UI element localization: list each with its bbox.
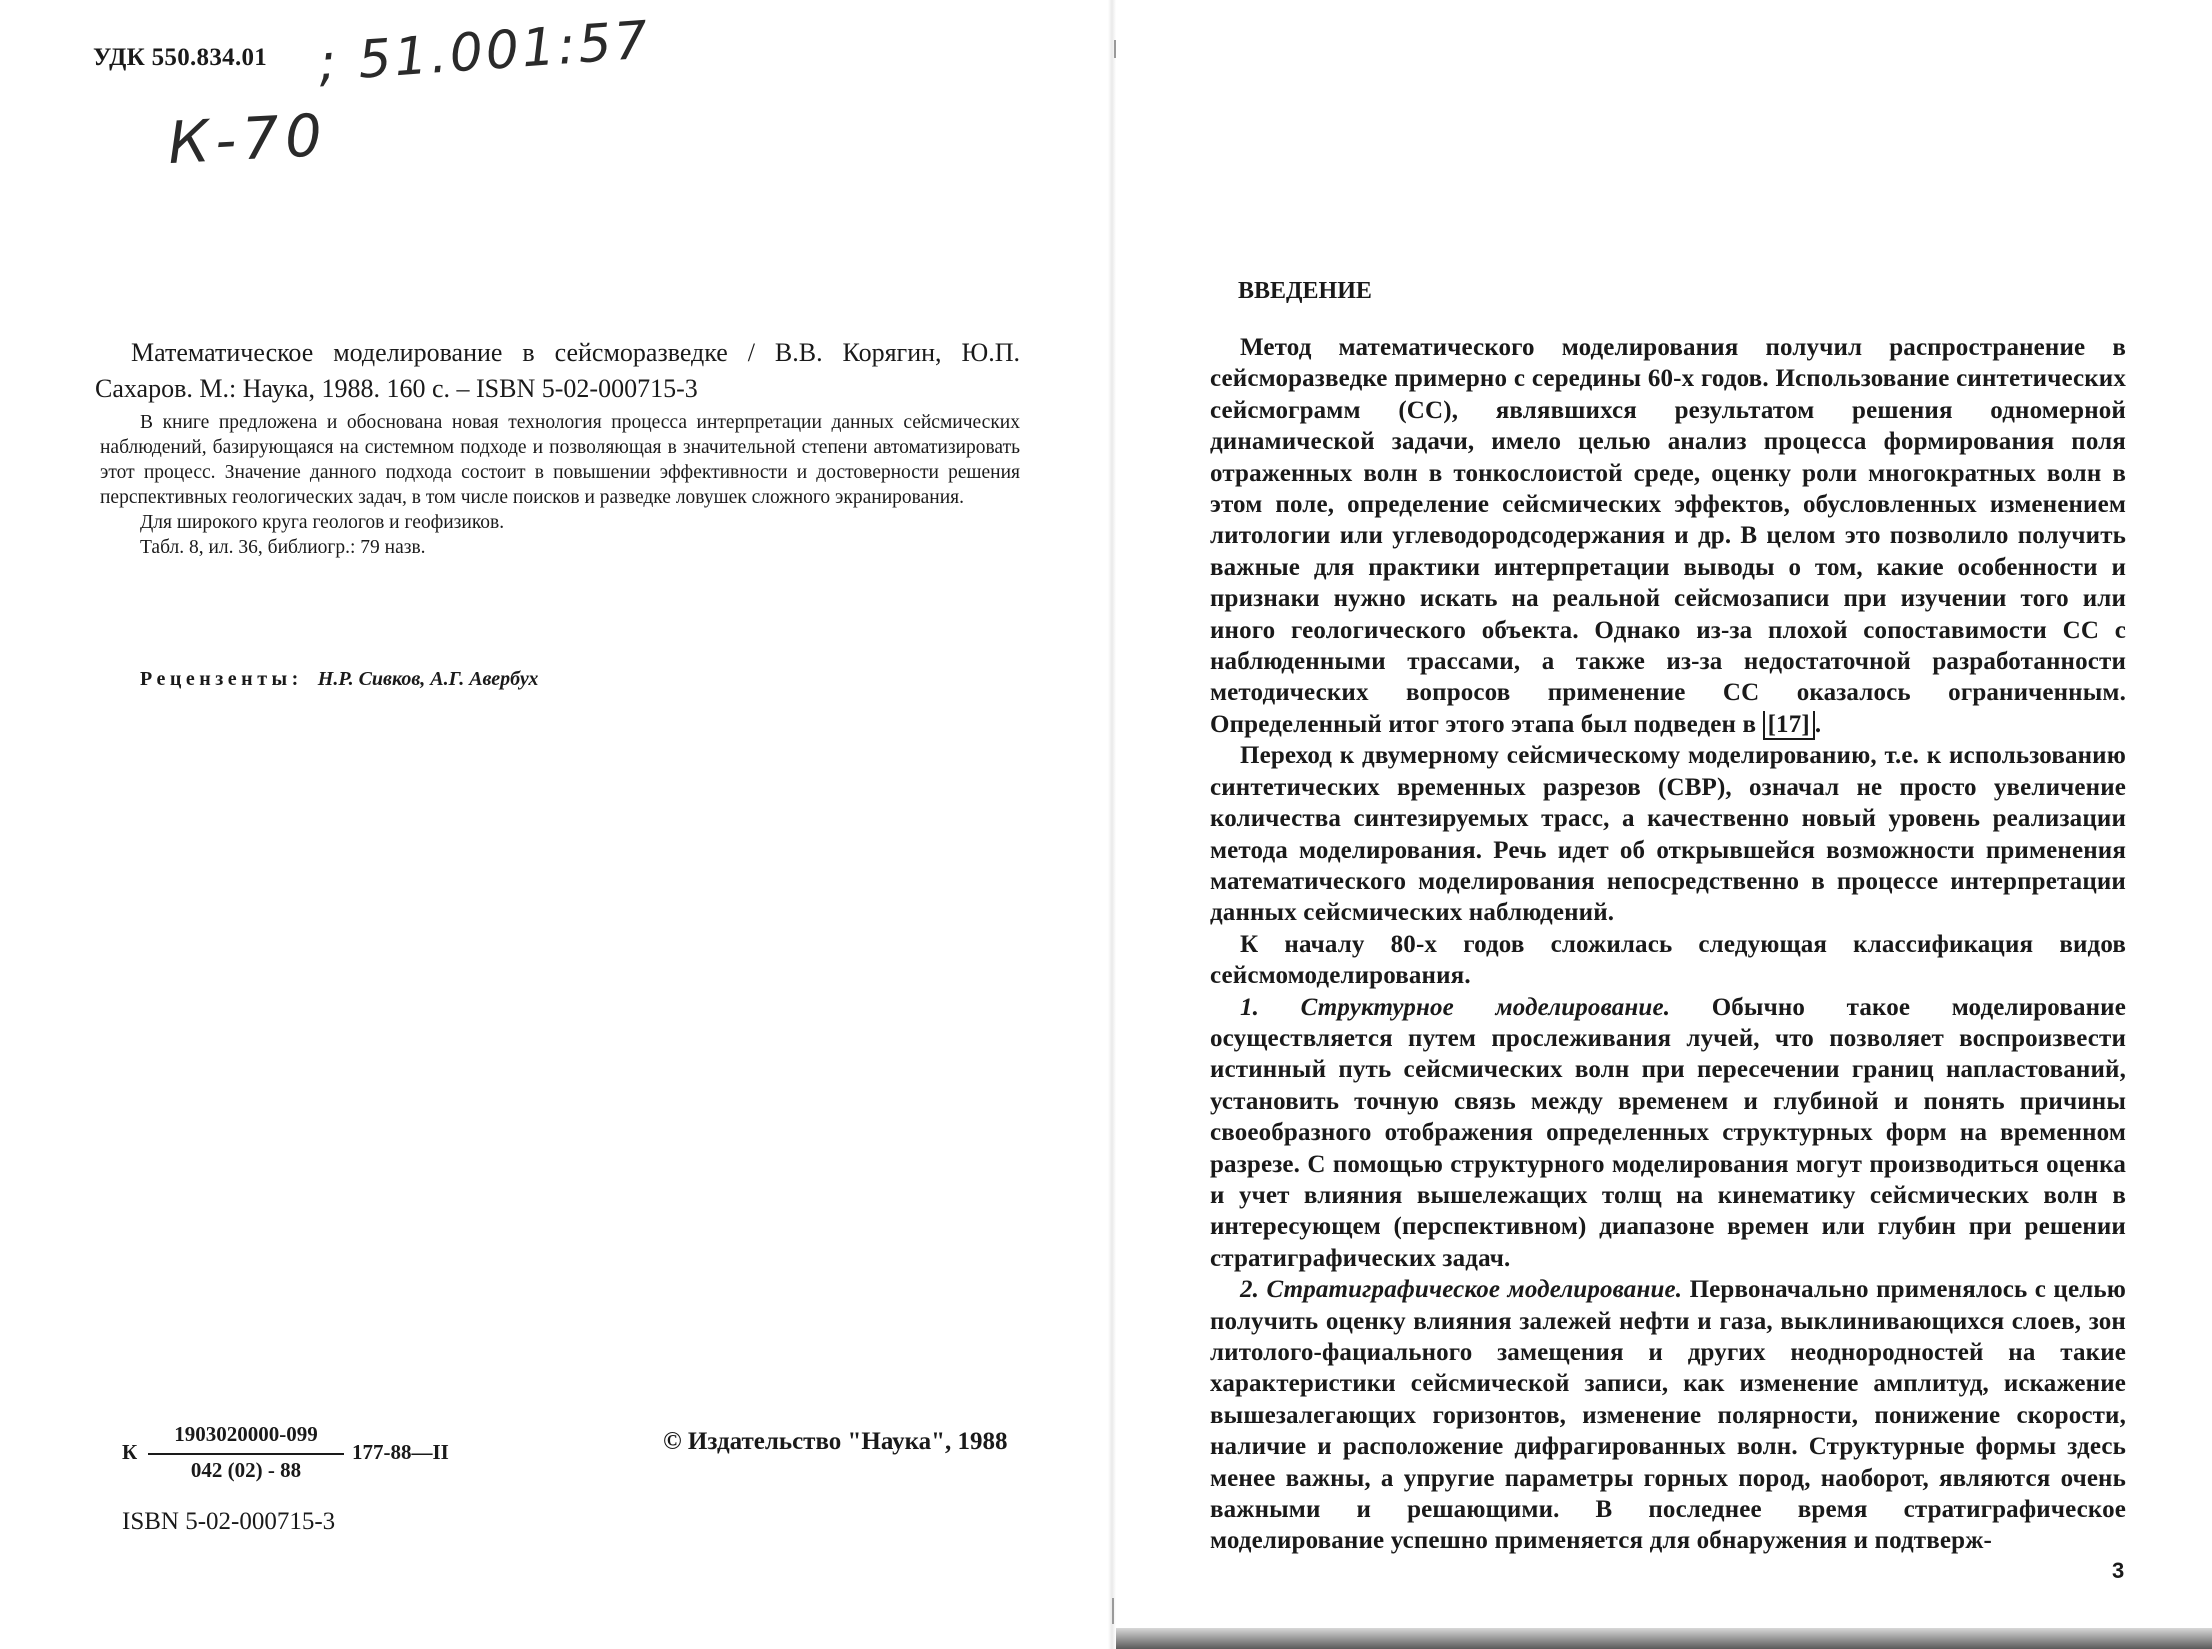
body-text bbox=[1210, 332, 2126, 1557]
paragraph-5-text: Первоначально применялось с целью получить оценку влияния залежей нефти и газа, выклинивающихся слоев, зон литолого-фациального замещения и других неоднородностей на такие характеристики сейсмической записи, как изменение амплитуд, искажение вышезалегающих горизонтов, изменение полярности, понижение скорости, наличие и расположение дифрагированных волн. Структурные формы здесь менее важны, а упругие параметры горных пород, наоборот, являются очень важными и решающими. В последнее время стратиграфическое моделирование успешно применяется для обнаружения и подтверж- bbox=[1210, 1276, 2126, 1555]
annotation-paragraph: В книге предложена и обоснована новая технология процесса интерпретации данных сейсмических наблюдений, базирующаяся на системном подходе и позволяющая в значительной степени автоматизировать этот процесс. Значение данного подхода состоит в повышении эффективности и достоверности решения перспективных геологических задач, в том числе поисков и разведке ловушек сложного экранирования. bbox=[100, 412, 1020, 508]
paragraph-2: Переход к двумерному сейсмическому моделированию, т.е. к использованию синтетических временных разрезов (СВР), означал не просто увеличение количества синтезируемых трасс, а качественно новый уровень реализации метода моделирования. Речь идет об открывшейся возможности применения математического моделирования непосредственно в процессе интерпретации данных сейсмических наблюдений. bbox=[1210, 742, 2126, 927]
citation-ref: [17] bbox=[1763, 711, 1815, 740]
scan-edge-shadow bbox=[1116, 1628, 2212, 1649]
paragraph-1 bbox=[1210, 332, 2126, 740]
annotation bbox=[100, 410, 1020, 560]
catalog-code: 177-88—II bbox=[352, 1440, 449, 1464]
copyright: © Издательство "Наука", 1988 bbox=[663, 1428, 1008, 1455]
paragraph-4 bbox=[1210, 992, 2126, 1275]
catalog-fraction bbox=[148, 1422, 344, 1483]
bibliographic-entry: Математическое моделирование в сейсморазведке / В.В. Корягин, Ю.П. Сахаров. М.: Наука, 1988. 160 с. – ISBN 5-02-000715-3 bbox=[95, 338, 1020, 403]
handwritten-shelf-mark: К-70 bbox=[166, 100, 330, 178]
section-title: ВВЕДЕНИЕ bbox=[1238, 278, 1372, 304]
udk-code: УДК 550.834.01 bbox=[93, 44, 268, 71]
handwritten-classification: ; 51.001:57 bbox=[316, 10, 653, 94]
paragraph-4-text: Обычно такое моделирование осуществляется путем прослеживания лучей, что позволяет воспроизвести истинный путь сейсмических волн при пересечении границ напластований, установить точную связь между временем и глубиной и понять причины своеобразного отображения определенных структурных форм на временном разрезе. С помощью структурного моделирования могут производиться оценка и учет влияния вышележащих толщ на кинематику сейсмических волн в интересующем (перспективном) диапазоне времен или глубин при решении стратиграфических задач. bbox=[1210, 993, 2126, 1272]
catalog-numerator: 1903020000-099 bbox=[174, 1422, 318, 1446]
gutter-mark bbox=[1114, 40, 1116, 58]
term-structural: 1. Структурное моделирование. bbox=[1240, 993, 1671, 1021]
annotation-stats: Табл. 8, ил. 36, библиогр.: 79 назв. bbox=[140, 537, 426, 558]
paragraph-5 bbox=[1210, 1274, 2126, 1557]
reviewers-names: Н.Р. Сивков, А.Г. Авербух bbox=[317, 668, 539, 690]
paragraph-1-end: . bbox=[1814, 710, 1822, 738]
catalog-denominator: 042 (02) - 88 bbox=[190, 1458, 302, 1482]
paragraph-1-text: Метод математического моделирования получил распространение в сейсморазведке примерно с середины 60-х годов. Использование синтетических сейсмограмм (СС), являвшихся результатом решения одномерной динамической задачи, имело целью анализ процесса формирования поля отраженных волн в тонкослоистой среде, оценку роли многократных волн в этом поле, определение сейсмических эффектов, обусловленных изменением литологии или углеводородсодержания и др. В целом это позволило получить важные для практики интерпретации выводы о том, какие особенности и признаки нужно искать на реальной сейсмозаписи при изучении того или иного геологического объекта. Однако из-за плохой сопоставимости СС с наблюденными трассами, а также из-за недостаточной разработанности методических вопросов применение СС оказалось ограниченным. Определенный итог этого этапа был подведен в bbox=[1210, 334, 2126, 738]
fraction-bar bbox=[148, 1453, 344, 1455]
gutter-mark bbox=[1112, 1598, 1114, 1624]
page-number: 3 bbox=[2112, 1558, 2125, 1583]
reviewers-label: Рецензенты: bbox=[140, 668, 303, 690]
term-stratigraphic: 2. Стратиграфическое моделирование. bbox=[1240, 1276, 1683, 1304]
paragraph-3: К началу 80-х годов сложилась следующая классификация видов сейсмомоделирования. bbox=[1210, 930, 2126, 990]
annotation-audience: Для широкого круга геологов и геофизиков. bbox=[140, 512, 505, 533]
reviewers bbox=[140, 668, 538, 691]
isbn: ISBN 5-02-000715-3 bbox=[122, 1508, 336, 1535]
book-gutter bbox=[1108, 0, 1116, 1649]
catalog-letter: К bbox=[122, 1440, 138, 1464]
